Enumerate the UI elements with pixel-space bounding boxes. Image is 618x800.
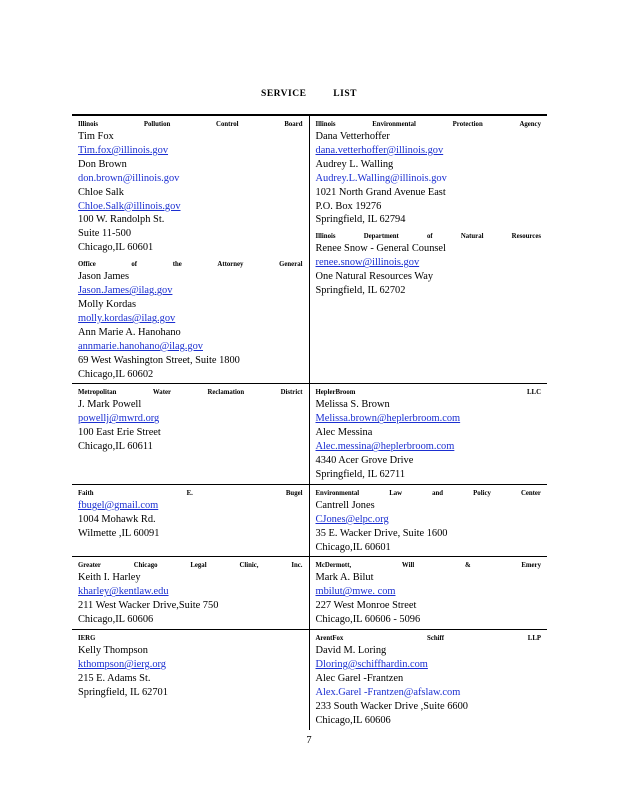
heading-word: Metropolitan [78,389,117,397]
contact-line: Molly Kordas [78,298,137,310]
page-number: 7 [306,735,312,746]
party-block [78,633,303,700]
organization-heading [316,231,542,242]
contact-line: Chicago,IL 60606 [315,714,391,726]
party-block [316,560,542,627]
heading-word: McDermott, [315,562,352,570]
contact-line: Springfield, IL 62701 [78,686,168,698]
heading-word: Chicago [133,562,158,570]
contact-line: One Natural Resources Way [315,271,434,283]
service-row [72,556,547,629]
contact-line: Chicago,IL 60601 [78,242,154,254]
party-block [78,387,303,454]
organization-heading [78,119,303,130]
email-link[interactable]: dana.vetterhoffer@illinois.gov [315,144,444,156]
contact-line: Tim Fox [78,131,114,142]
contact-line: Alec Messina [315,427,373,439]
heading-word: District [280,389,303,397]
email-link[interactable]: Audrey.L.Walling@illinois.gov [315,172,447,184]
contact-line: 211 West Wacker Drive,Suite 750 [78,600,219,612]
heading-word: Center [520,489,541,497]
email-link[interactable]: Tim.fox@illinois.gov [78,144,169,156]
heading-word: LLC [527,389,541,397]
email-link[interactable]: molly.kordas@ilag.gov [78,312,176,324]
service-cell-left [72,384,310,483]
heading-word: Bugel [285,489,303,497]
page-title: SERVICE LIST [261,89,357,99]
heading-word: Office [78,261,96,269]
service-row [72,114,547,383]
organization-heading [316,119,542,130]
heading-word: Control [216,121,239,128]
contact-line: Jason James [78,271,130,283]
organization-heading [316,560,542,571]
service-list-table [72,114,547,730]
organization-heading [78,488,303,499]
heading-word: Illinois [315,233,336,241]
party-block [78,560,303,627]
party-block [316,119,542,227]
contact-line: Wilmette ,IL 60091 [78,527,160,539]
service-cell-left [72,630,310,729]
party-block [316,387,542,481]
heading-word: General [279,261,303,269]
email-link[interactable]: Chloe.Salk@illinois.gov [78,200,181,212]
heading-word: Illinois [315,121,336,128]
service-row [72,383,547,483]
heading-word: Will [401,562,415,570]
contact-line: 1004 Mohawk Rd. [78,513,156,525]
email-link[interactable]: annmarie.hanohano@ilag.gov [78,340,203,352]
contact-line: P.O. Box 19276 [315,200,382,212]
heading-word: & [464,562,471,570]
contact-line: Chicago,IL 60601 [315,541,391,553]
service-cell-right [310,630,548,729]
contact-line: Chicago,IL 60606 [78,614,154,626]
contact-line: J. Mark Powell [78,399,142,411]
service-cell-left [72,557,310,629]
contact-line: Don Brown [78,158,127,170]
heading-word: Law [389,489,403,497]
heading-word: Illinois [78,121,99,128]
heading-word: Legal [190,562,207,570]
heading-word: Policy [473,489,491,497]
email-link[interactable]: Jason.James@ilag.gov [78,285,173,297]
contact-line: Chicago,IL 60606 - 5096 [315,614,421,626]
heading-word: IERG [78,635,96,643]
organization-heading [316,633,542,644]
contact-line: 233 South Wacker Drive ,Suite 6600 [315,700,468,712]
contact-line: Mark A. Bilut [315,572,374,584]
service-cell-right [310,384,548,483]
service-cell-right [310,485,548,557]
email-link[interactable]: Melissa.brown@heplerbroom.com [315,413,461,425]
organization-heading [78,560,303,571]
heading-word: of [131,261,138,269]
contact-line: Alec Garel -Frantzen [315,672,404,684]
heading-word: and [432,489,444,497]
contact-line: Kelly Thompson [78,645,148,657]
email-link[interactable]: mbilut@mwe. com [315,586,396,598]
organization-heading [78,633,303,644]
contact-line: Melissa S. Brown [315,399,390,411]
email-link[interactable]: Dloring@schiffhardin.com [315,659,428,670]
heading-word: Pollution [143,121,171,128]
contact-line: Cantrell Jones [315,499,375,511]
email-link[interactable]: renee.snow@illinois.gov [315,257,420,269]
heading-word: Board [284,121,303,128]
heading-word: Agency [519,121,541,128]
email-link[interactable]: powellj@mwrd.org [78,413,160,425]
contact-line: 100 W. Randolph St. [78,214,165,226]
contact-line: 35 E. Wacker Drive, Suite 1600 [315,527,448,539]
contact-line: 4340 Acer Grove Drive [315,455,414,467]
heading-word: Environmental [372,121,416,128]
heading-word: Clinic, [239,562,259,570]
contact-line: Dana Vetterhoffer [315,131,390,142]
heading-word: LLP [527,635,541,643]
heading-word: Water [152,389,171,397]
email-link[interactable]: Alec.messina@heplerbroom.com [315,441,455,453]
party-block [78,488,303,541]
heading-word: ArentFox [315,635,344,643]
email-link[interactable]: kthompson@ierg.org [78,659,166,670]
party-block [316,633,542,727]
contact-line: 215 E. Adams St. [78,672,151,684]
service-row [72,629,547,729]
organization-heading [78,387,303,398]
contact-line: 1021 North Grand Avenue East [315,186,446,198]
heading-word: Emery [521,562,541,570]
service-cell-right [310,557,548,629]
contact-line: 227 West Monroe Street [315,600,417,612]
contact-line: 100 East Erie Street [78,427,161,439]
heading-word: E. [186,489,193,497]
service-cell-left [72,485,310,557]
heading-word: Schiff [427,635,445,643]
service-cell-left [72,116,310,383]
contact-line: Chicago,IL 60611 [78,441,153,453]
heading-word: Attorney [217,261,244,269]
contact-line: Suite 11-500 [78,228,132,240]
email-link[interactable]: Alex.Garel -Frantzen@afslaw.com [315,686,461,698]
contact-line: Ann Marie A. Hanohano [78,326,181,338]
heading-word: HeplerBroom [315,389,356,397]
service-row [72,484,547,557]
email-link[interactable]: fbugel@gmail.com [78,499,159,511]
contact-line: Springfield, IL 62702 [315,285,406,297]
heading-word: Resources [511,233,541,241]
contact-line: David M. Loring [315,645,387,657]
party-block [78,259,303,381]
heading-word: Faith [78,489,94,497]
heading-word: Inc. [291,562,303,570]
organization-heading [316,488,542,499]
heading-word: the [172,261,182,269]
contact-line: Audrey L. Walling [315,158,394,170]
organization-heading [78,259,303,270]
party-block [78,119,303,255]
email-link[interactable]: don.brown@illinois.gov [78,172,180,184]
contact-line: Renee Snow - General Counsel [315,243,446,255]
email-link[interactable]: kharley@kentlaw.edu [78,586,169,598]
contact-line: 69 West Washington Street, Suite 1800 [78,354,240,366]
contact-line: Springfield, IL 62794 [315,214,406,226]
heading-word: of [426,233,433,241]
heading-word: Department [363,233,399,241]
contact-line: Chicago,IL 60602 [78,368,154,380]
email-link[interactable]: CJones@elpc.org [315,513,389,525]
contact-line: Springfield, IL 62711 [315,468,406,480]
organization-heading [316,387,542,398]
heading-word: Environmental [315,489,360,497]
party-block [316,488,542,555]
heading-word: Greater [78,562,101,570]
heading-word: Reclamation [207,389,245,397]
heading-word: Protection [452,121,483,128]
heading-word: Natural [460,233,484,241]
service-cell-right [310,116,548,383]
party-block [316,231,542,298]
contact-line: Keith I. Harley [78,572,141,584]
contact-line: Chloe Salk [78,186,124,198]
